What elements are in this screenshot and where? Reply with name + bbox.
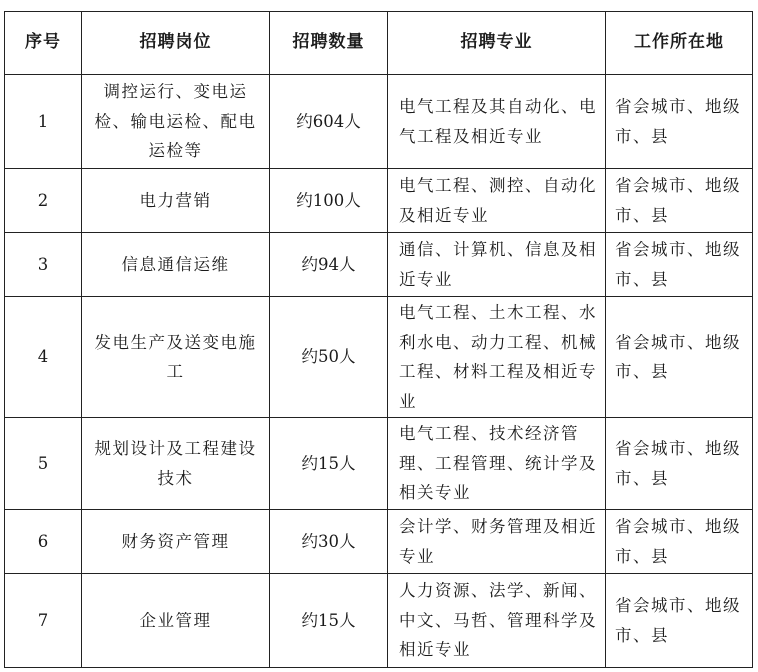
row-number: 2 bbox=[5, 169, 82, 233]
row-location: 省会城市、地级市、县 bbox=[606, 75, 753, 169]
row-number: 3 bbox=[5, 233, 82, 297]
table-row bbox=[5, 169, 753, 233]
recruitment-table bbox=[4, 11, 753, 668]
row-position: 发电生产及送变电施工 bbox=[82, 297, 270, 418]
table-row bbox=[5, 297, 753, 418]
row-major: 通信、计算机、信息及相近专业 bbox=[388, 233, 606, 297]
row-location: 省会城市、地级市、县 bbox=[606, 510, 753, 574]
row-position: 信息通信运维 bbox=[82, 233, 270, 297]
row-major: 电气工程、测控、自动化及相近专业 bbox=[388, 169, 606, 233]
table-row bbox=[5, 233, 753, 297]
table-row bbox=[5, 75, 753, 169]
row-count: 约30人 bbox=[270, 510, 388, 574]
row-major: 电气工程、技术经济管理、工程管理、统计学及相关专业 bbox=[388, 418, 606, 510]
row-number: 5 bbox=[5, 418, 82, 510]
row-location: 省会城市、地级市、县 bbox=[606, 169, 753, 233]
row-position: 规划设计及工程建设技术 bbox=[82, 418, 270, 510]
header-major: 招聘专业 bbox=[388, 12, 606, 75]
row-location: 省会城市、地级市、县 bbox=[606, 574, 753, 668]
row-number: 7 bbox=[5, 574, 82, 668]
row-count: 约15人 bbox=[270, 574, 388, 668]
header-count: 招聘数量 bbox=[270, 12, 388, 75]
header-row bbox=[5, 12, 753, 75]
row-count: 约94人 bbox=[270, 233, 388, 297]
row-major: 会计学、财务管理及相近专业 bbox=[388, 510, 606, 574]
row-location: 省会城市、地级市、县 bbox=[606, 233, 753, 297]
row-position: 财务资产管理 bbox=[82, 510, 270, 574]
row-location: 省会城市、地级市、县 bbox=[606, 297, 753, 418]
row-position: 企业管理 bbox=[82, 574, 270, 668]
table-row bbox=[5, 510, 753, 574]
row-number: 6 bbox=[5, 510, 82, 574]
row-number: 4 bbox=[5, 297, 82, 418]
row-number: 1 bbox=[5, 75, 82, 169]
row-count: 约15人 bbox=[270, 418, 388, 510]
row-position: 调控运行、变电运检、输电运检、配电运检等 bbox=[82, 75, 270, 169]
row-major: 电气工程、土木工程、水利水电、动力工程、机械工程、材料工程及相近专业 bbox=[388, 297, 606, 418]
row-count: 约604人 bbox=[270, 75, 388, 169]
row-position: 电力营销 bbox=[82, 169, 270, 233]
table-row bbox=[5, 418, 753, 510]
table-row bbox=[5, 574, 753, 668]
header-position: 招聘岗位 bbox=[82, 12, 270, 75]
row-major: 人力资源、法学、新闻、中文、马哲、管理科学及相近专业 bbox=[388, 574, 606, 668]
row-count: 约50人 bbox=[270, 297, 388, 418]
header-location: 工作所在地 bbox=[606, 12, 753, 75]
row-count: 约100人 bbox=[270, 169, 388, 233]
header-number: 序号 bbox=[5, 12, 82, 75]
row-location: 省会城市、地级市、县 bbox=[606, 418, 753, 510]
row-major: 电气工程及其自动化、电气工程及相近专业 bbox=[388, 75, 606, 169]
